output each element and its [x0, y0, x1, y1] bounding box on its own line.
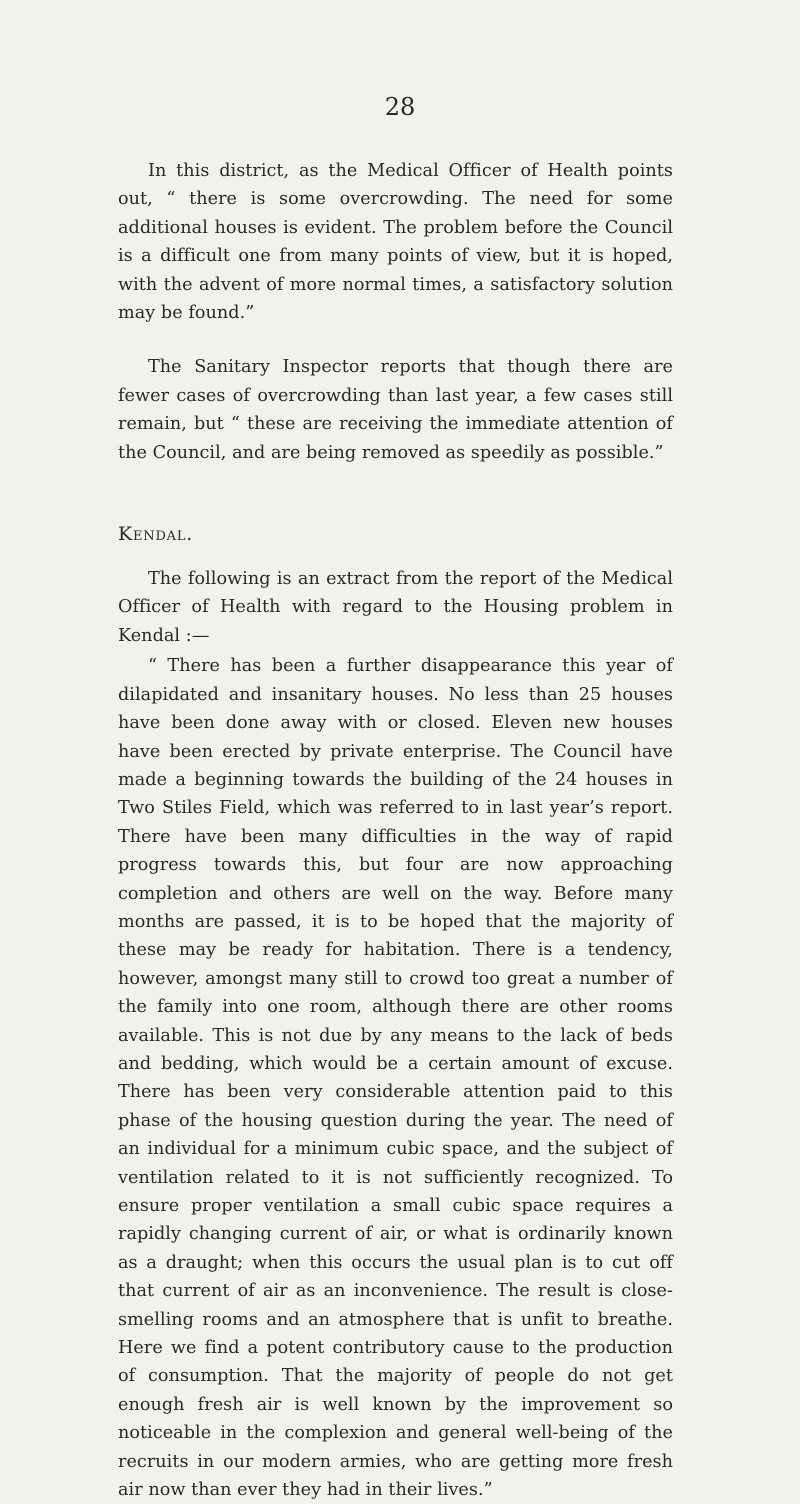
paragraph-kendal-intro: The following is an extract from the report of the Medical Officer of Health with regard to the Housing problem in Kendal :—	[118, 569, 673, 646]
paragraph-kendal-quote: “ There has been a further disappearance this year of dilapidated and insanitary houses. No less than 25 houses have been done away with or closed. Eleven new houses have been erected by private enterprise. The Council have made a beginning towards the building of the 24 houses in Two Stiles Field, which was referred to in last year’s report. There have been many difficulties in the way of rapid progress towards this, but four are now approaching completion and others are well on the way. Before many months are passed, it is to be hoped that the majority of these may be ready for habitation. There is a tendency, however, amongst many still to crowd too great a number of the family into one room, although there are other rooms available. This is not due by any means to the lack of beds and bedding, which would be a certain amount of excuse. There has been very considerable attention paid to this phase of the housing question during the year. The need of an individual for a minimum cubic space, and the subject of ventilation related to it is not sufficiently recognized. To ensure proper ventilation a small cubic space requires a rapidly changing current of air, or what is ordinarily known as a draught; when this occurs the usual plan is to cut off that current of air as an inconvenience. The result is close-smelling rooms and an atmosphere that is unfit to breathe. Here we find a potent contributory cause to the production of consumption. That the majority of people do not get enough fresh air is well known by the improvement so noticeable in the complexion and general well-being of the recruits in our modern armies, who are getting more fresh air now than ever they had in their lives.”	[118, 656, 673, 1501]
page-number: 28	[384, 93, 416, 121]
paragraph-overcrowding-moh: In this district, as the Medical Officer of Health points out, “ there is some overcrowding. The need for some additional houses is evident. The problem before the Council is a difficult one from many points of view, but it is hoped, with the advent of more normal times, a satisfactory solution may be found.”	[118, 161, 673, 324]
section-heading-kendal: Kendal.	[118, 523, 194, 546]
page-body	[118, 157, 673, 1504]
paragraph-sanitary-inspector: The Sanitary Inspector reports that though there are fewer cases of overcrowding than last year, a few cases still remain, but “ these are receiving the immediate attention of the Council, and are being removed as speedily as possible.”	[118, 357, 673, 463]
